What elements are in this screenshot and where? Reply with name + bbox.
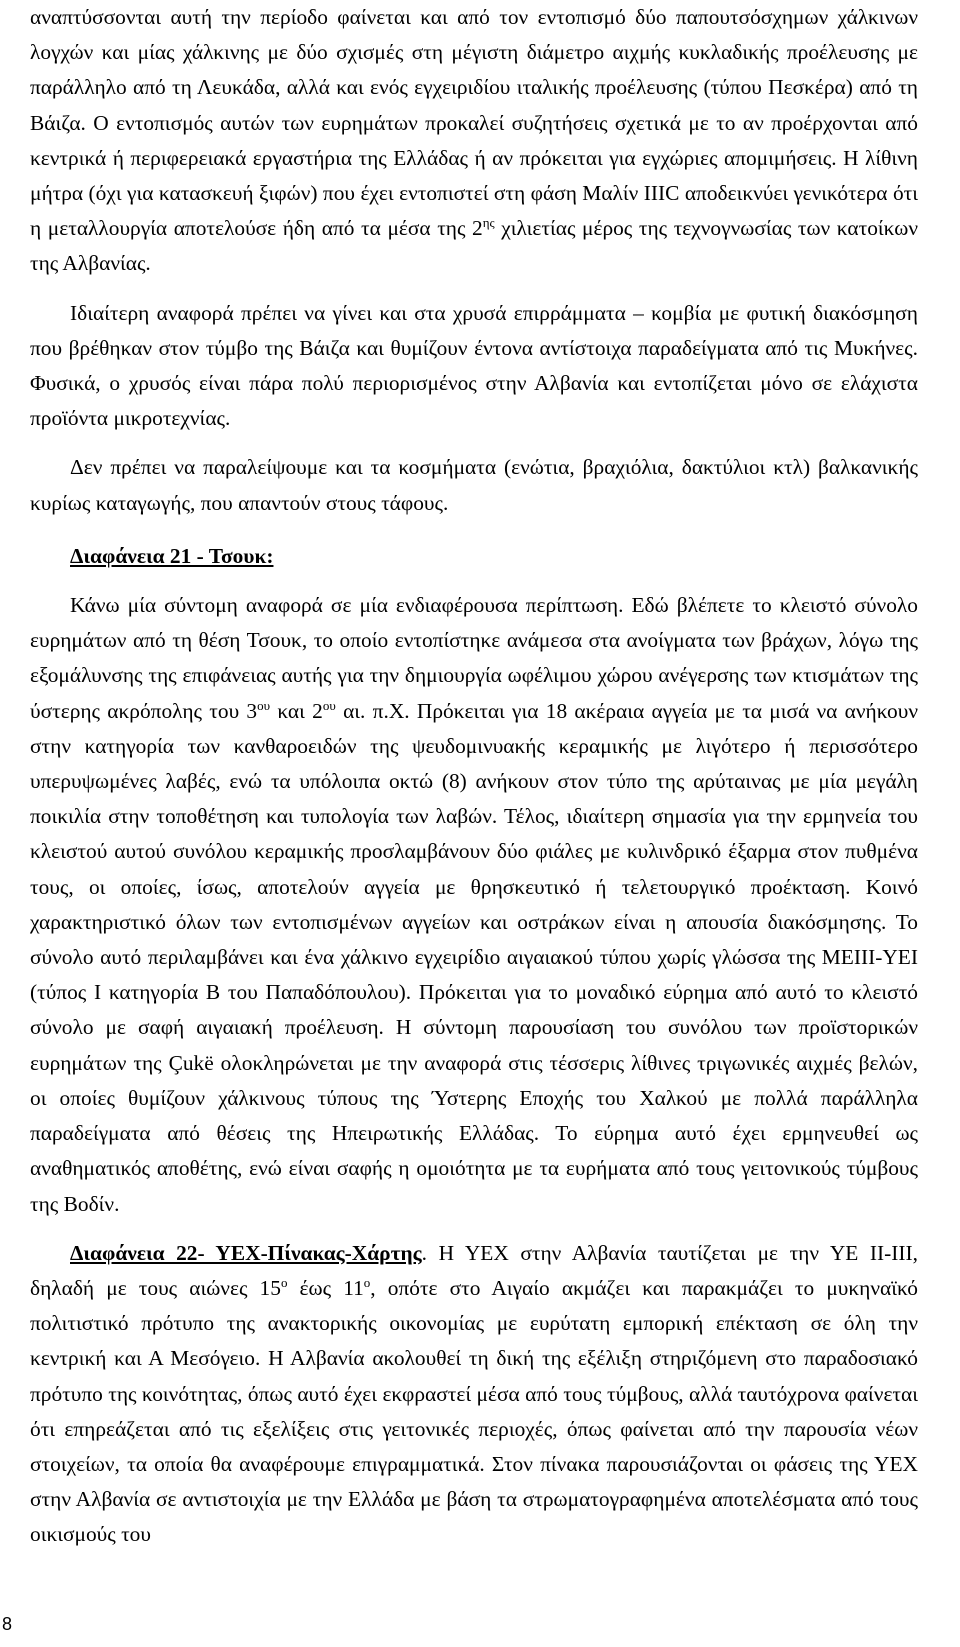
paragraph-gold-ornaments: Ιδιαίτερη αναφορά πρέπει να γίνει και στα χρυσά επιρράμματα – κομβία με φυτική διακόσμηση που βρέθηκαν στον τύμβο της Βάιζα και θυμίζουν έντονα αντίστοιχα παραδείγματα από τις Μυκήνες. Φυσικά, ο χρυσός είναι πάρα πολύ περιορισμένος στην Αλβανία και εντοπίζεται μόνο σε ελάχιστα προϊόντα μικροτεχνίας.	[30, 300, 918, 431]
superscript: ου	[257, 697, 271, 713]
slide-22-heading: Διαφάνεια 22- ΥΕΧ-Πίνακας-Χάρτης	[70, 1240, 422, 1265]
paragraph-cuk: Κάνω μία σύντομη αναφορά σε μία ενδιαφέρουσα περίπτωση. Εδώ βλέπετε το κλειστό σύνολο ευρημάτων από τη θέση Τσουκ, το οποίο εντοπίστηκε ανάμεσα στα ανοίγματα των βράχων, λόγω της εξομάλυνσης της επιφάνειας αυτής για την δημιουργία ωφέλιμου χώρου ανέγερσης των κτισμάτων της ύστερης ακρόπολης του $3^{o\upsilon}$ και $2^{o\upsilon}$ αι. π.Χ. Πρόκειται για 18 ακέραια αγγεία με τα μισά να ανήκουν στην κατηγορία των κανθαροειδών της ψευδομινυακής κεραμικής με λιγότερο ή περισσότερο υπερυψωμένες λαβές, ενώ τα υπόλοιπα οκτώ (8) ανήκουν στον τύπο της αρύταινας με μία μεγάλη ποικιλία στην τοποθέτηση και τυπολογία των λαβών. Τέλος, ιδιαίτερη σημασία για την ερμηνεία του κλειστού αυτού συνόλου κεραμικής προσλαμβάνουν δύο φιάλες με κυλινδρικό έξαρμα στον πυθμένα τους, οι οποίες, ίσως, αποτελούν αγγεία με θρησκευτικό ή τελετουργικό προέκταση. Κοινό χαρακτηριστικό όλων των εντοπισμένων αγγείων και οστράκων είναι η απουσία διακόσμησης. Το σύνολο αυτό περιλαμβάνει και ένα χάλκινο εγχειρίδιο αιγαιακού τύπου χωρίς γλώσσα της ΜΕΙΙΙ-ΥΕΙ (τύπος Ι κατηγορία Β του Παπαδόπουλου). Πρόκειται για το μοναδικό εύρημα από αυτό το κλειστό σύνολο με σαφή αιγαιακή προέλευση. Η σύντομη παρουσίαση του συνόλου των προϊστορικών ευρημάτων της Çukë ολοκληρώνεται με την αναφορά στις τέσσερις λίθινες τριγωνικές αιχμές βελών, οι οποίες θυμίζουν χάλκινους τύπους της Ύστερης Εποχής του Χαλκού με πολλά παράλληλα παραδείγματα από θέσεις της Ηπειρωτικής Ελλάδας. Το εύρημα αυτό έχει ερμηνευθεί ως αναθηματικός αποθέτης, ενώ είναι σαφής η ομοιότητα με τα ευρήματα από τους γειτονικούς τύμβους της Βοδίν.	[30, 593, 918, 1216]
paragraph-jewellery: Δεν πρέπει να παραλείψουμε και τα κοσμήματα (ενώτια, βραχιόλια, δακτύλιοι κτλ) βαλκανικής κυρίως καταγωγής, που απαντούν στους τάφους.	[30, 455, 918, 515]
page-number: 8	[2, 1614, 13, 1634]
superscript: ο	[280, 1274, 288, 1290]
body-text	[30, 0, 918, 1553]
paragraph-continued: αναπτύσσονται αυτή την περίοδο φαίνεται και από τον εντοπισμό δύο παπουτσόσχημων χάλκινων λογχών και μίας χάλκινης με δύο σχισμές στη μέγιστη διάμετρο αιχμής κυκλαδικής προέλευσης με παράλληλο από τη Λευκάδα, αλλά και ενός εγχειριδίου ιταλικής προέλευσης (τύπου Πεσκέρα) από τη Βάιζα. Ο εντοπισμός αυτών των ευρημάτων προκαλεί συζητήσεις σχετικά με το αν προέρχονται από κεντρικά ή περιφερειακά εργαστήρια της Ελλάδας ή αν πρόκειται για εγχώριες απομιμήσεις. Η λίθινη μήτρα (όχι για κατασκευή ξιφών) που έχει εντοπιστεί στη φάση Μαλίν ΙΙΙC αποδεικνύει γενικότερα ότι η μεταλλουργία αποτελούσε ήδη από τα μέσα της $2^{\eta\varsigma}$ χιλιετίας μέρος της τεχνογνωσίας των κατοίκων της Αλβανίας.	[30, 5, 918, 276]
slide-21-heading: Διαφάνεια 21 - Τσουκ:	[70, 543, 274, 568]
paragraph-slide-22: Διαφάνεια 22- ΥΕΧ-Πίνακας-Χάρτης. Η ΥΕΧ στην Αλβανία ταυτίζεται με την ΥΕ ΙΙ-ΙΙΙ, δηλαδή με τους αιώνες $15^o$ έως $11^o$, οπότε στο Αιγαίο ακμάζει και παρακμάζει το μυκηναϊκό πολιτιστικό πρότυπο της ανακτορικής οικονομίας με ευρύτατη εμπορική επέκταση σε όλη την κεντρική και Α Μεσόγειο. Η Αλβανία ακολουθεί τη δική της εξέλιξη στηριζόμενη στο παραδοσιακό πρότυπο της κοινότητας, όπως αυτό έχει εκφραστεί μέσα από τους τύμβους, αλλά ταυτόχρονα φαίνεται ότι επηρεάζεται από τις εξελίξεις στις γειτονικές περιοχές, όπως φαίνεται από την παρουσία νέων στοιχείων, τα οποία θα αναφέρουμε επιγραμματικά. Στον πίνακα παρουσιάζονται οι φάσεις της ΥΕΧ στην Αλβανία σε αντιστοιχία με την Ελλάδα με βάση τα στρωματογραφημένα αποτελέσματα από τους οικισμούς του	[30, 1240, 918, 1547]
superscript: ης	[482, 215, 495, 231]
superscript: ο	[363, 1274, 371, 1290]
superscript: ου	[322, 697, 336, 713]
